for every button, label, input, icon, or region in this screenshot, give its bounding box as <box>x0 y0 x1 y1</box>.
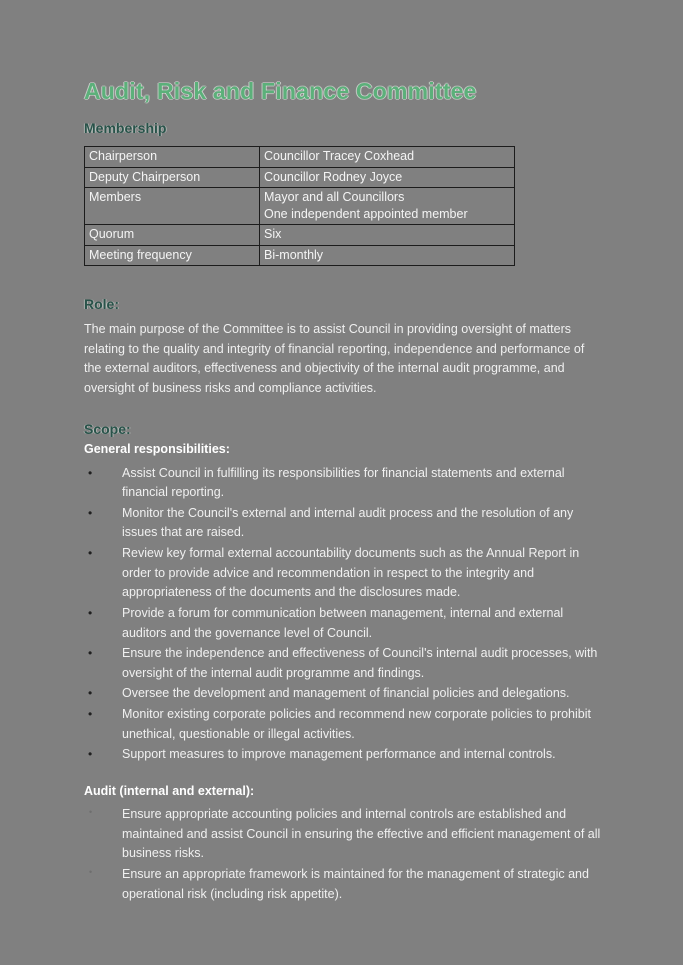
list-item-text: Assist Council in fulfilling its responsibilities for financial statements and external financial reporting. <box>122 465 565 500</box>
list-item <box>84 604 611 643</box>
list-item <box>84 745 611 765</box>
table-cell-label: Chairperson <box>85 147 260 168</box>
table-cell-line: Bi-monthly <box>264 247 324 262</box>
list-item-text: Ensure appropriate accounting policies and internal controls are established and maintained and assist Council in ensuring the effective and efficient management of all business risks. <box>122 807 601 861</box>
audit-section-heading: Audit (internal and external): <box>84 783 255 798</box>
table-cell-line: Councillor Tracey Coxhead <box>264 149 415 164</box>
bullet-icon: • <box>88 747 93 762</box>
bullet-icon: • <box>89 867 93 878</box>
list-item <box>84 464 611 503</box>
bullet-icon: • <box>88 605 93 620</box>
list-item-text: Support measures to improve management performance and internal controls. <box>122 747 556 762</box>
table-cell-value <box>260 147 515 168</box>
list-item <box>84 705 611 744</box>
table-cell-line: Mayor and all Councillors <box>264 190 405 205</box>
bullet-icon: • <box>88 505 93 520</box>
list-item-text: Monitor existing corporate policies and recommend new corporate policies to prohibit unethical, questionable or illegal activities. <box>122 707 591 741</box>
table-cell-value <box>260 245 515 266</box>
table-cell-label: Meeting frequency <box>85 245 260 266</box>
table-cell-line: Councillor Rodney Joyce <box>264 169 403 184</box>
audit-responsibilities-list <box>84 805 611 904</box>
bullet-icon: • <box>88 707 93 722</box>
table-cell-value <box>260 167 515 188</box>
table-cell-label: Members <box>85 188 260 225</box>
table-cell-value <box>260 225 515 246</box>
list-item <box>84 684 611 704</box>
table-cell-label: Quorum <box>85 225 260 246</box>
list-item <box>84 644 611 683</box>
bullet-icon: • <box>88 646 93 661</box>
list-item <box>84 865 611 904</box>
general-responsibilities-list <box>84 464 611 765</box>
list-item-text: Review key formal external accountability documents such as the Annual Report in order to provide advice and recommendation in respect to the integrity and appropriateness of the documents and the disclosures made. <box>122 546 580 600</box>
bullet-icon: • <box>88 465 93 480</box>
table-cell-label: Deputy Chairperson <box>85 167 260 188</box>
table-cell-value <box>260 188 515 225</box>
list-item <box>84 544 611 603</box>
table-row <box>85 167 515 188</box>
table-row <box>85 245 515 266</box>
list-item-text: Provide a forum for communication between management, internal and external auditors and the governance level of Council. <box>122 605 564 640</box>
list-item-text: Oversee the development and management of financial policies and delegations. <box>122 686 570 701</box>
list-item <box>84 805 611 864</box>
membership-table <box>84 146 515 266</box>
role-heading: Role: <box>84 296 119 313</box>
membership-heading: Membership <box>84 120 167 137</box>
bullet-icon: • <box>89 807 93 818</box>
table-cell-line: Six <box>264 227 282 242</box>
table-row <box>85 188 515 225</box>
page-title: Audit, Risk and Finance Committee <box>84 78 477 104</box>
membership-table-body <box>85 147 515 266</box>
list-item <box>84 504 611 543</box>
scope-heading: Scope: <box>84 420 131 437</box>
table-row <box>85 225 515 246</box>
role-paragraph: The main purpose of the Committee is to assist Council in providing oversight of matters relating to the quality and integrity of financial reporting, independence and performance of the external auditors, effectiveness and objectivity of the internal audit programme, and oversight of business risks and compliance activities. <box>84 322 585 395</box>
list-item-text: Ensure the independence and effectiveness of Council's internal audit processes, with oversight of the internal audit programme and findings. <box>122 646 598 680</box>
bullet-icon: • <box>88 546 93 561</box>
list-item-text: Ensure an appropriate framework is maintained for the management of strategic and operational risk (including risk appetite). <box>122 867 589 901</box>
table-cell-line: One independent appointed member <box>264 206 468 221</box>
bullet-icon: • <box>88 686 93 701</box>
list-item-text: Monitor the Council's external and internal audit process and the resolution of any issues that are raised. <box>122 505 574 540</box>
general-responsibilities-heading: General responsibilities: <box>84 442 230 457</box>
table-row <box>85 147 515 168</box>
